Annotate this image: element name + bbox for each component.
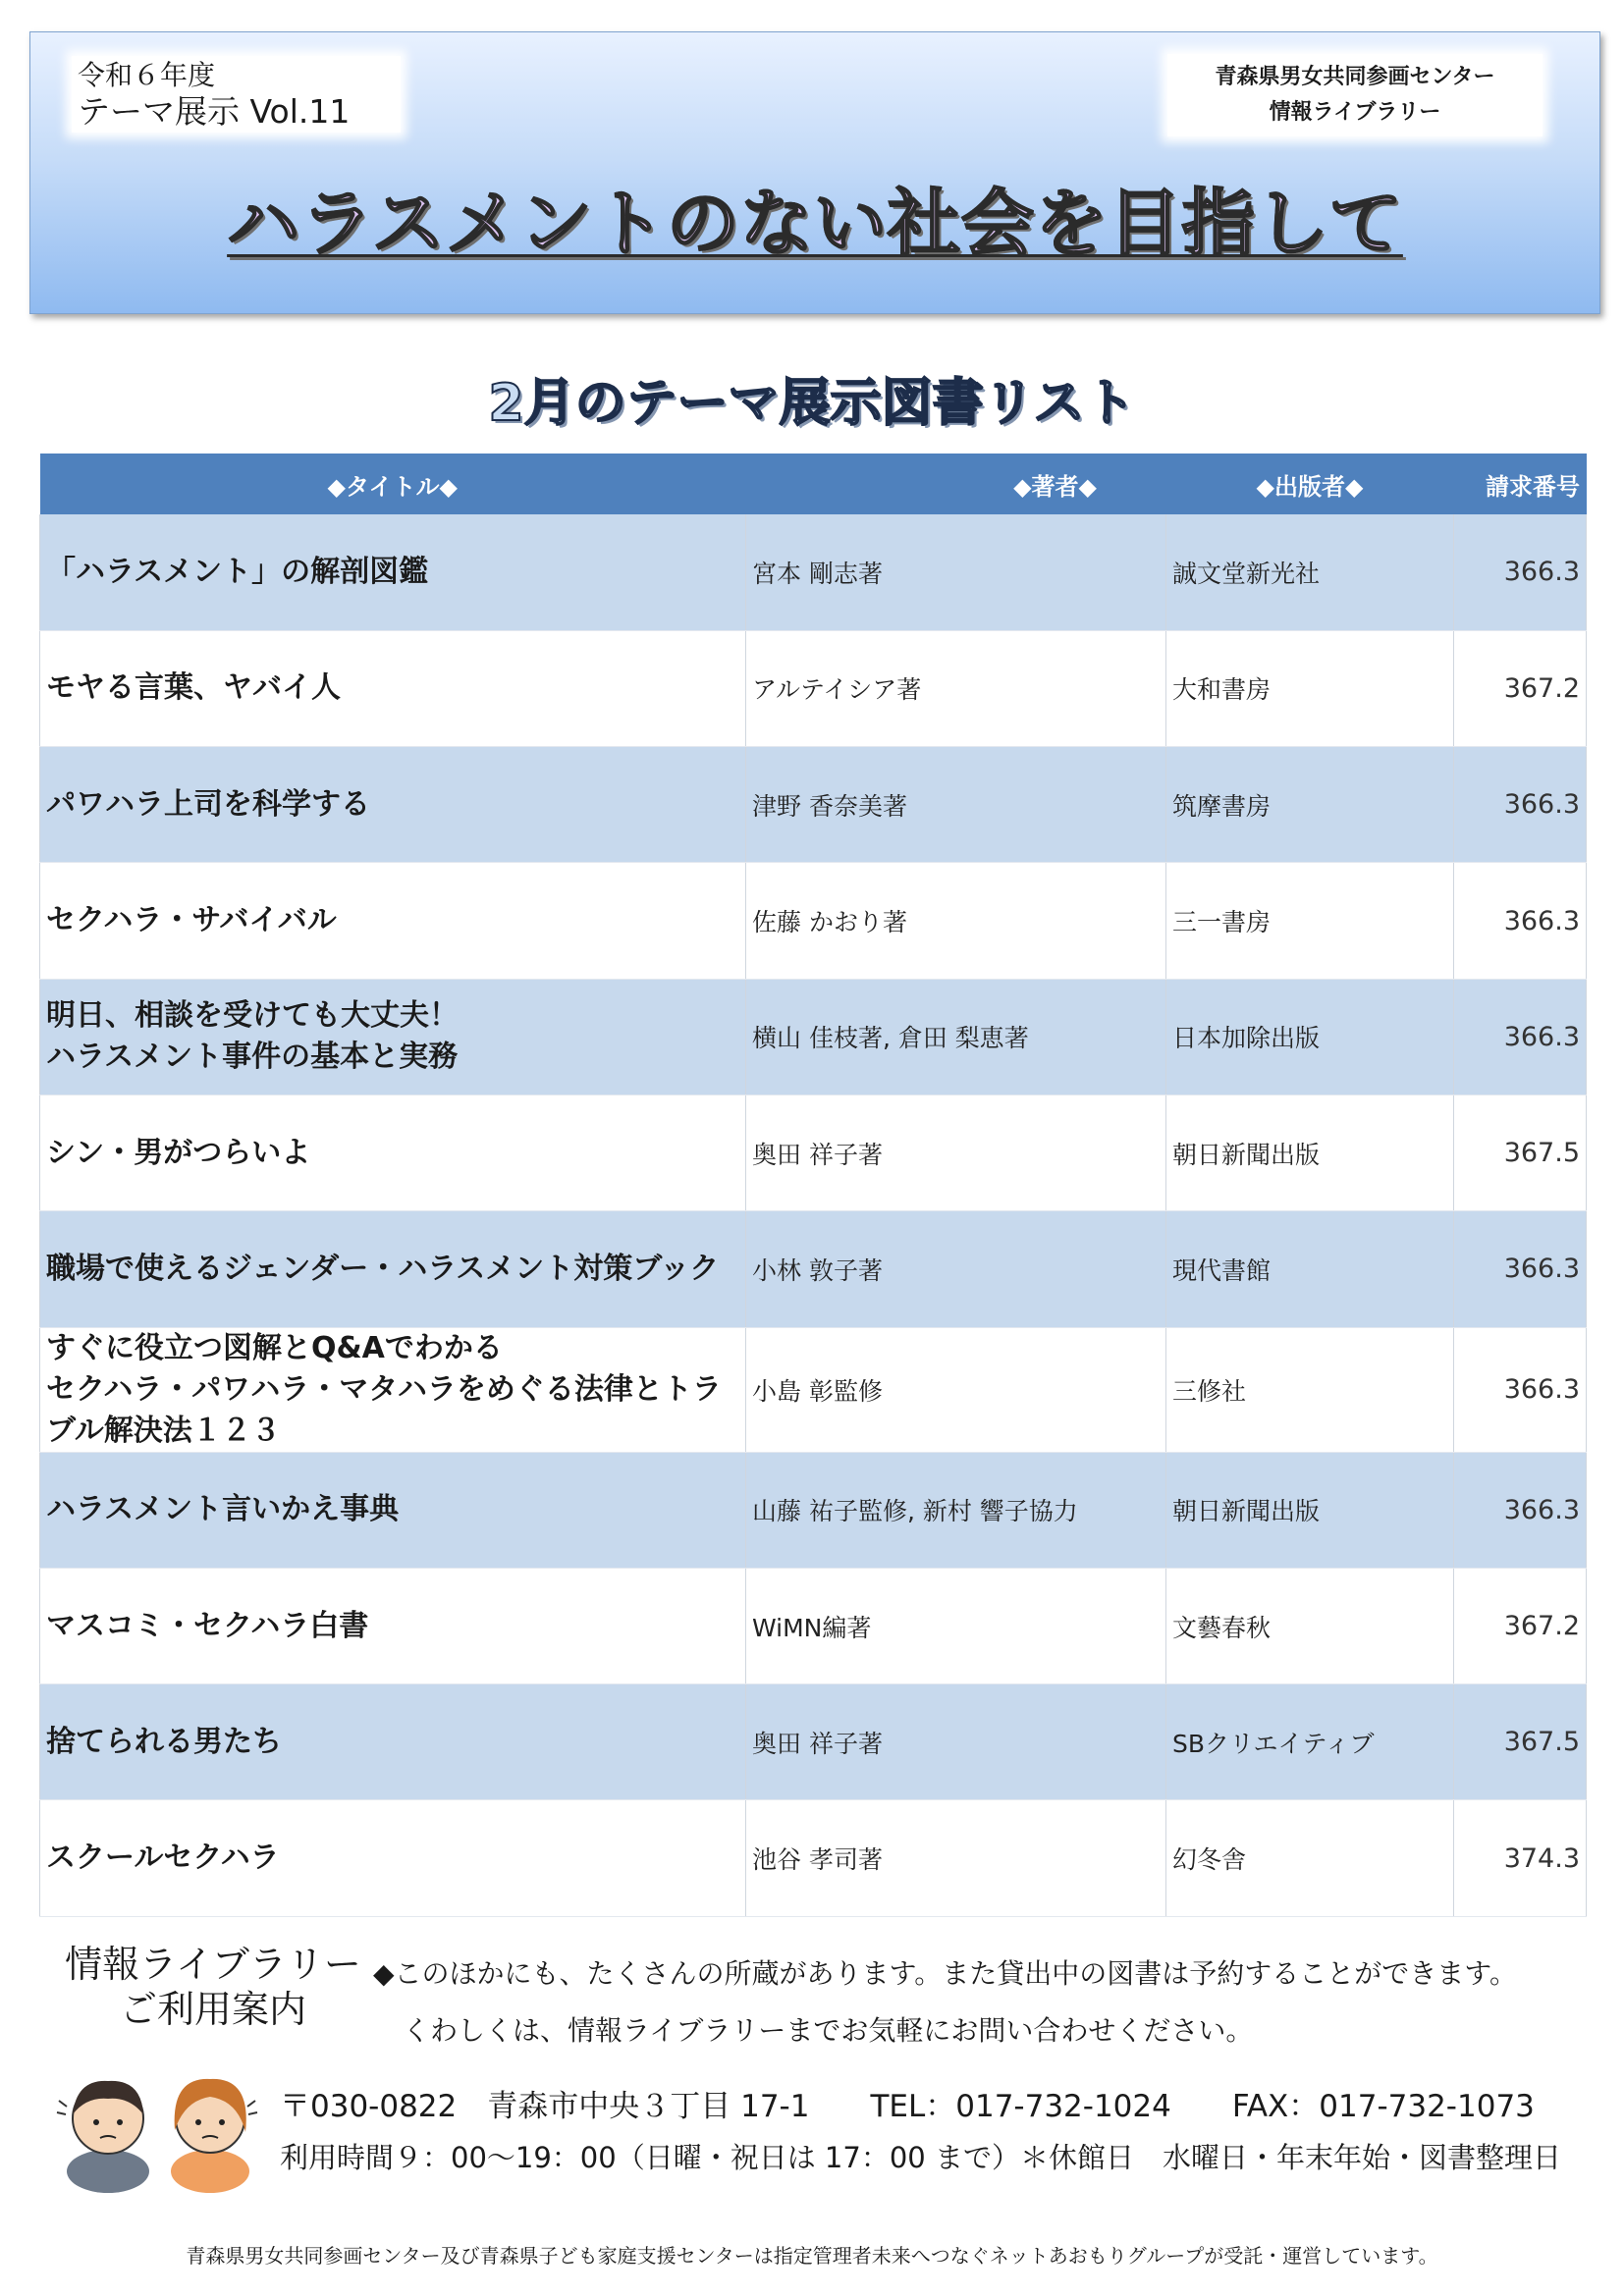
library-guide-heading [51, 1942, 375, 2032]
table-row [40, 1095, 1587, 1210]
book-title: 職場で使えるジェンダー・ハラスメント対策ブック [40, 1211, 746, 1327]
book-author: 津野 香奈美著 [746, 747, 1166, 863]
book-publisher: 朝日新聞出版 [1166, 1095, 1454, 1210]
page-title: ハラスメントのない社会を目指して [227, 182, 1403, 266]
column-header-publisher: ◆出版者◆ [1166, 454, 1454, 514]
fiscal-year: 令和６年度 [78, 59, 216, 91]
book-title: モヤる言葉、ヤバイ人 [40, 630, 746, 746]
header-banner [29, 31, 1600, 314]
library-guide-line2: ご利用案内 [119, 1988, 306, 2031]
column-header-title: ◆タイトル◆ [40, 454, 746, 514]
hours-line: 利用時間９：00～19：00（日曜・祝日は 17：00 まで）＊休館日 水曜日・年末年始・図書整理日 [280, 2141, 1561, 2174]
table-row [40, 747, 1587, 863]
book-title: ハラスメント言いかえ事典 [40, 1452, 746, 1568]
book-list-table [39, 454, 1587, 1917]
table-row [40, 979, 1587, 1095]
book-author: 小島 彰監修 [746, 1327, 1166, 1452]
library-guide-line1: 情報ライブラリー [65, 1943, 361, 1986]
book-callno: 367.2 [1454, 630, 1587, 746]
note-holdings: ◆このほかにも、たくさんの所蔵があります。また貸出中の図書は予約することができます。 [373, 1957, 1518, 1990]
book-callno: 366.3 [1454, 979, 1587, 1095]
book-title: パワハラ上司を科学する [40, 747, 746, 863]
library-notes [373, 1946, 1517, 2059]
book-author: 池谷 孝司著 [746, 1800, 1166, 1916]
book-callno: 366.3 [1454, 1327, 1587, 1452]
book-publisher: 三一書房 [1166, 863, 1454, 979]
book-title: 明日、相談を受けても大丈夫！ ハラスメント事件の基本と実務 [40, 979, 746, 1095]
table-body [40, 514, 1587, 1916]
book-title: セクハラ・サバイバル [40, 863, 746, 979]
book-callno: 366.3 [1454, 1211, 1587, 1327]
book-callno: 367.5 [1454, 1684, 1587, 1800]
book-publisher: 誠文堂新光社 [1166, 514, 1454, 630]
book-author: 山藤 祐子監修, 新村 響子協力 [746, 1452, 1166, 1568]
table-row [40, 630, 1587, 746]
book-publisher: 現代書館 [1166, 1211, 1454, 1327]
book-title: すぐに役立つ図解とQ&Aでわかる セクハラ・パワハラ・マタハラをめぐる法律とトラブル解決法１２３ [40, 1327, 746, 1452]
book-author: 奥田 祥子著 [746, 1684, 1166, 1800]
column-header-author: ◆著者◆ [746, 454, 1166, 514]
list-title: 2月のテーマ展示図書リスト [488, 374, 1136, 433]
book-author: 宮本 剛志著 [746, 514, 1166, 630]
book-author: WiMN編著 [746, 1568, 1166, 1683]
book-author: アルテイシア著 [746, 630, 1166, 746]
table-header-row [40, 454, 1587, 514]
table-row [40, 514, 1587, 630]
children-illustration-icon [51, 2061, 267, 2198]
book-title: 「ハラスメント」の解剖図鑑 [40, 514, 746, 630]
book-author: 横山 佳枝著, 倉田 梨恵著 [746, 979, 1166, 1095]
column-header-callno: 請求番号 [1454, 454, 1587, 514]
exhibit-volume: テーマ展示 Vol.11 [78, 92, 351, 131]
book-publisher: 三修社 [1166, 1327, 1454, 1452]
book-author: 小林 敦子著 [746, 1211, 1166, 1327]
book-callno: 374.3 [1454, 1800, 1587, 1916]
table-row [40, 1800, 1587, 1916]
table-row [40, 1211, 1587, 1327]
book-title: シン・男がつらいよ [40, 1095, 746, 1210]
table-row [40, 1684, 1587, 1800]
table-row [40, 863, 1587, 979]
note-contact: くわしくは、情報ライブラリーまでお気軽にお問い合わせください。 [403, 2014, 1254, 2047]
book-publisher: 日本加除出版 [1166, 979, 1454, 1095]
table-row [40, 1568, 1587, 1683]
org-dept: 情報ライブラリー [1269, 100, 1441, 125]
table-row [40, 1452, 1587, 1568]
book-author: 佐藤 かおり著 [746, 863, 1166, 979]
org-name: 青森県男女共同参画センター [1215, 65, 1495, 89]
book-callno: 367.2 [1454, 1568, 1587, 1683]
book-author: 奥田 祥子著 [746, 1095, 1166, 1210]
operator-disclaimer: 青森県男女共同参画センター及び青森県子ども家庭支援センターは指定管理者未来へつなぐネットあおもりグループが受託・運営しています。 [186, 2244, 1438, 2268]
book-publisher: 大和書房 [1166, 630, 1454, 746]
book-title: マスコミ・セクハラ白書 [40, 1568, 746, 1683]
book-title: スクールセクハラ [40, 1800, 746, 1916]
book-publisher: 幻冬舎 [1166, 1800, 1454, 1916]
book-callno: 366.3 [1454, 863, 1587, 979]
table-row [40, 1327, 1587, 1452]
book-callno: 367.5 [1454, 1095, 1587, 1210]
book-callno: 366.3 [1454, 747, 1587, 863]
library-contact [280, 2081, 1561, 2183]
edition-label [72, 56, 401, 133]
book-publisher: 朝日新聞出版 [1166, 1452, 1454, 1568]
address-line: 〒030-0822 青森市中央３丁目 17-1 TEL：017-732-1024 FAX：017-732-1073 [280, 2089, 1535, 2124]
book-publisher: 文藝春秋 [1166, 1568, 1454, 1683]
book-callno: 366.3 [1454, 1452, 1587, 1568]
book-publisher: 筑摩書房 [1166, 747, 1454, 863]
book-title: 捨てられる男たち [40, 1684, 746, 1800]
organization-label [1167, 54, 1543, 136]
book-publisher: SBクリエイティブ [1166, 1684, 1454, 1800]
book-callno: 366.3 [1454, 514, 1587, 630]
